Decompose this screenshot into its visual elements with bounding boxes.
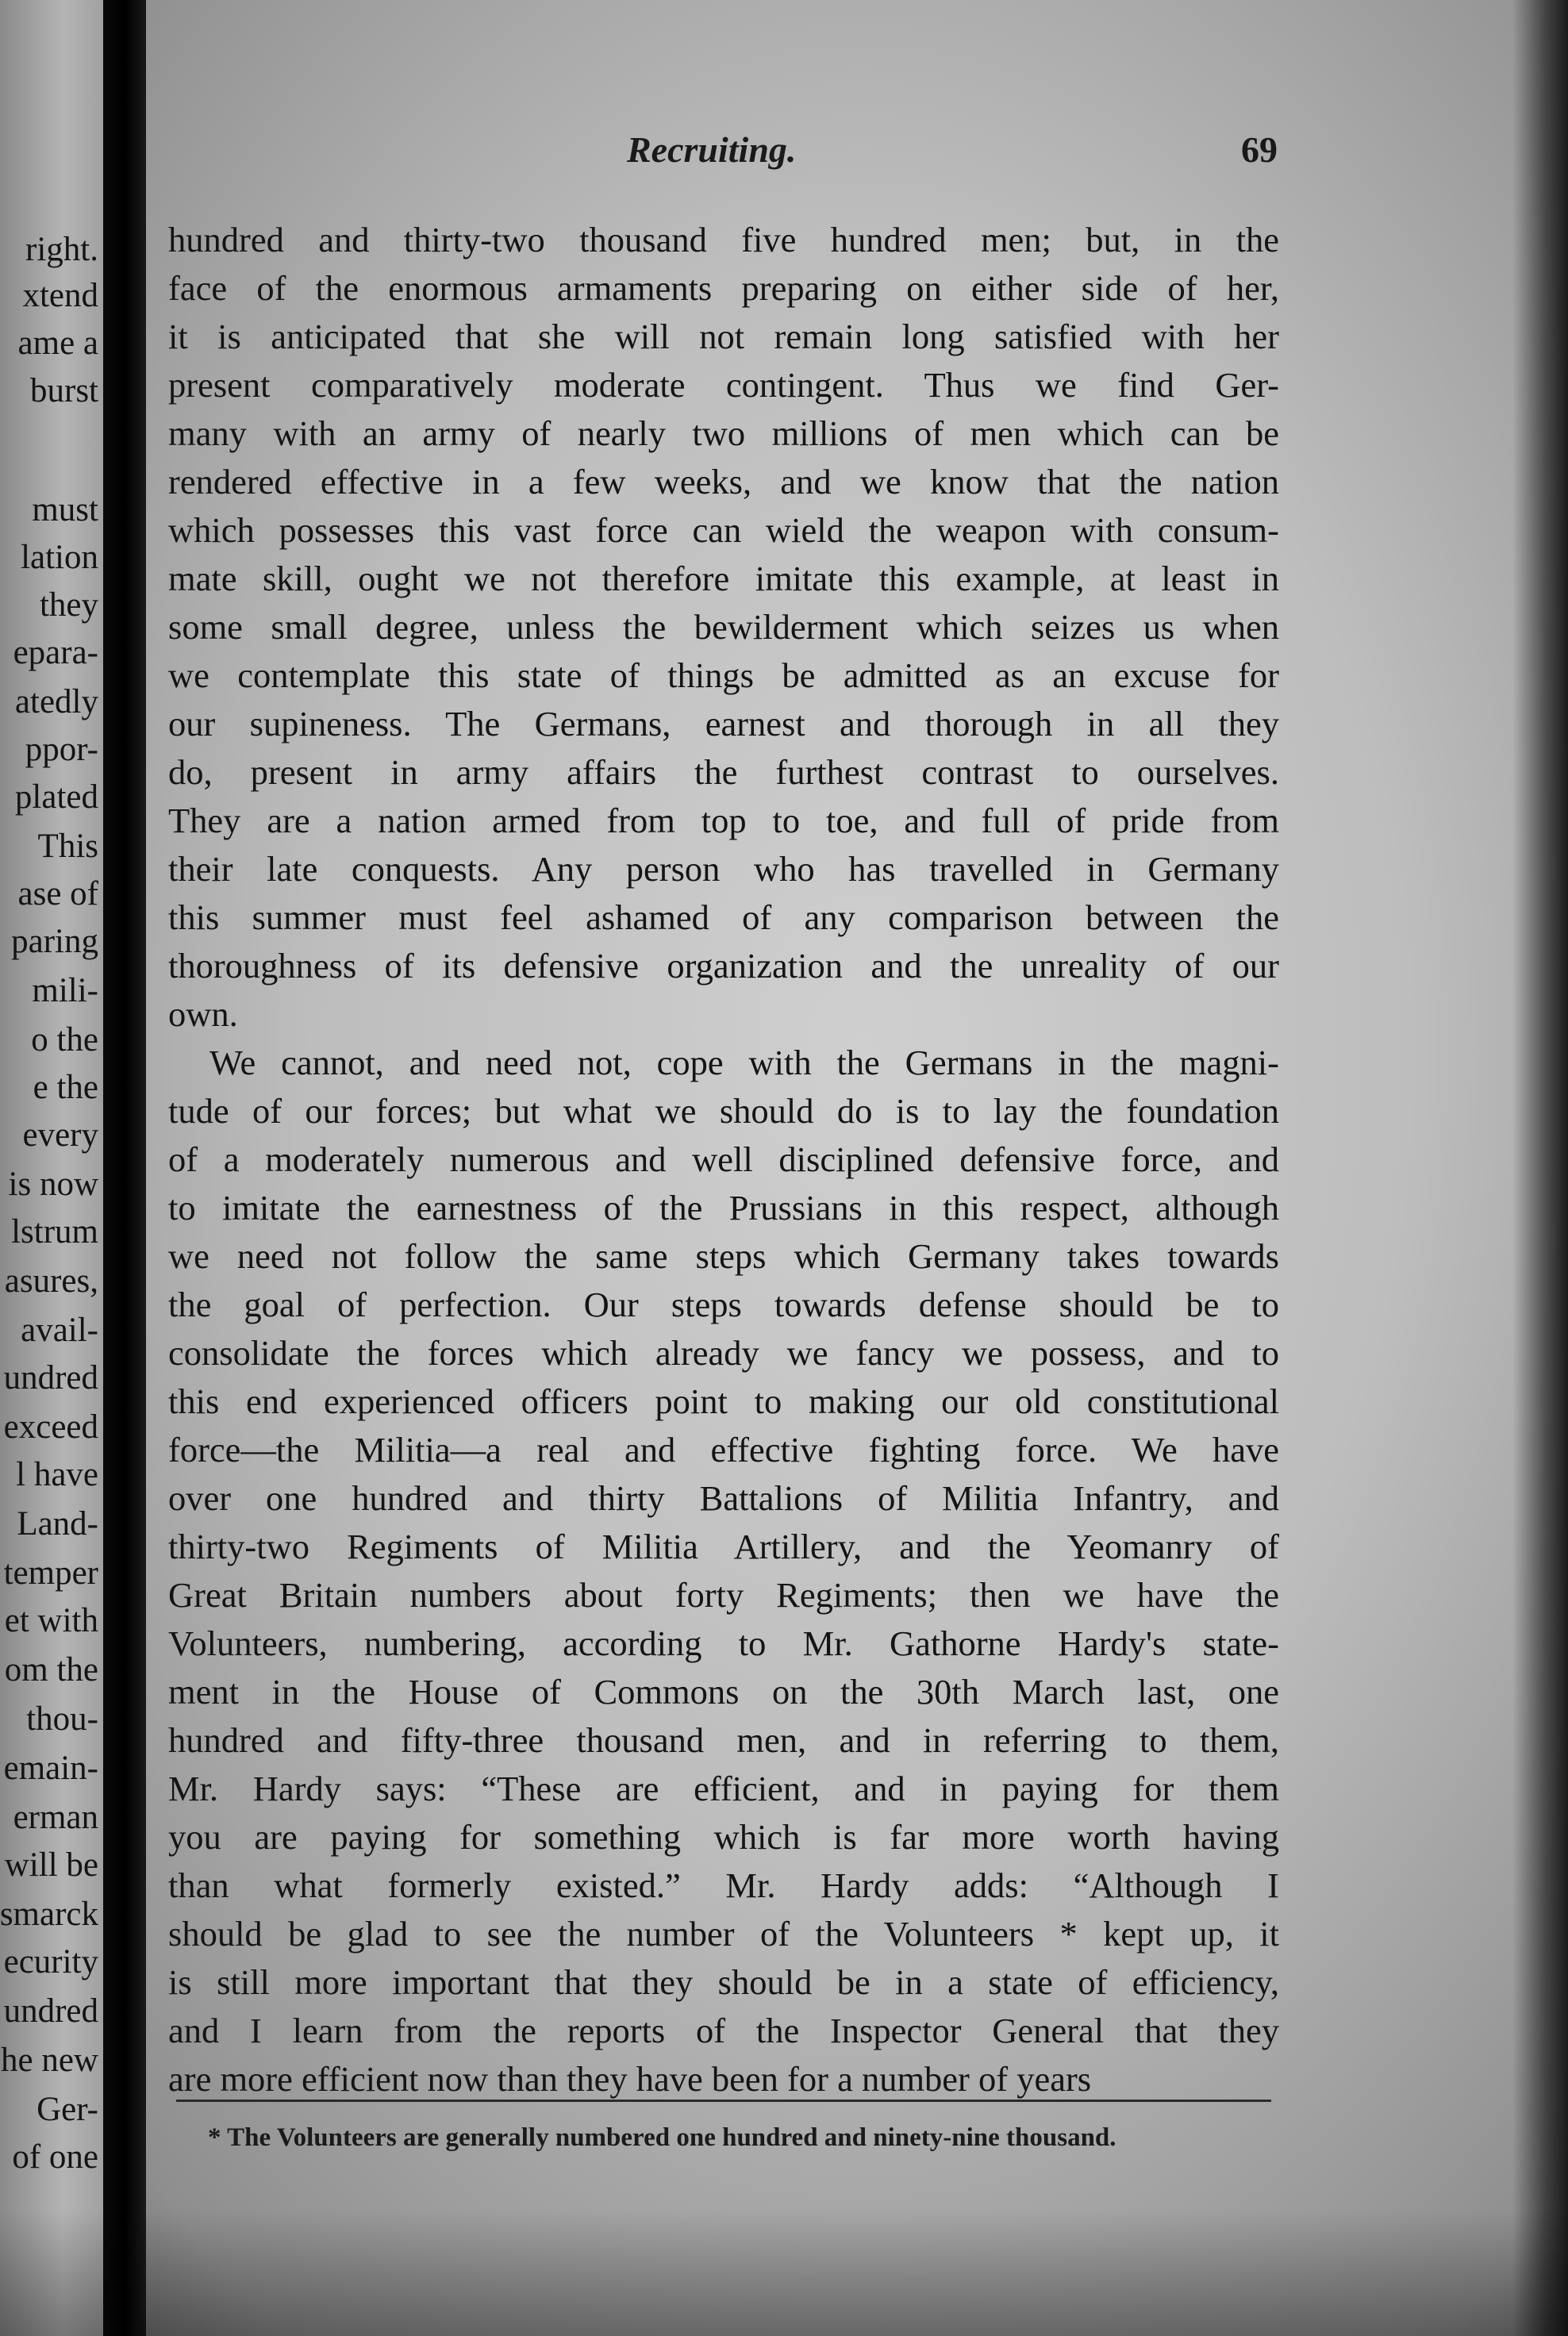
body-line: present comparatively moderate contingent. Thus we find Ger- (168, 365, 1279, 405)
previous-page-line: is now (8, 1166, 98, 1203)
previous-page-line: will be (4, 1846, 98, 1884)
previous-page-edge (0, 0, 105, 2336)
body-line: the goal of perfection. Our steps towards defense should be to (168, 1285, 1279, 1324)
previous-page-line: of one (12, 2138, 98, 2176)
previous-page-line: o the (31, 1021, 98, 1058)
previous-page-line: atedly (14, 683, 98, 720)
page-number: 69 (1241, 129, 1278, 170)
previous-page-line: om the (4, 1651, 98, 1689)
body-line: We cannot, and need not, cope with the Germans in the magni- (209, 1043, 1279, 1082)
body-line: is still more important that they should be in a state of efficiency, (168, 1962, 1279, 2002)
body-line: thoroughness of its defensive organization and the unreality of our (168, 946, 1279, 986)
previous-page-line: erman (13, 1799, 98, 1836)
body-line: to imitate the earnestness of the Prussians in this respect, although (168, 1188, 1279, 1228)
body-line: are more efficient now than they have been for a number of years (168, 2059, 1092, 2099)
previous-page-line: mili- (32, 972, 98, 1009)
footnote: * The Volunteers are generally numbered one hundred and ninety-nine thousand. (208, 2123, 1116, 2152)
previous-page-line: avail- (21, 1312, 98, 1349)
body-line: Mr. Hardy says: “These are efficient, and in paying for them (168, 1769, 1279, 1808)
body-line: hundred and fifty-three thousand men, and in referring to them, (168, 1720, 1279, 1760)
previous-page-line: must (32, 491, 98, 528)
body-line: hundred and thirty-two thousand five hundred men; but, in the (168, 220, 1279, 259)
previous-page-line: thou- (26, 1700, 98, 1738)
previous-page-line: ecurity (3, 1943, 98, 1981)
body-line: this end experienced officers point to making our old constitutional (168, 1381, 1279, 1421)
body-line: we need not follow the same steps which Germany takes towards (168, 1236, 1279, 1276)
body-line: They are a nation armed from top to toe, and full of pride from (168, 801, 1279, 840)
previous-page-line: emain- (3, 1750, 98, 1787)
body-line: this summer must feel ashamed of any comparison between the (168, 897, 1279, 937)
body-line: force—the Militia—a real and effective fighting force. We have (168, 1430, 1279, 1470)
body-line: you are paying for something which is far more worth having (168, 1817, 1279, 1857)
previous-page-line: e the (33, 1069, 98, 1106)
running-head (159, 129, 1278, 184)
previous-page-line: ame a (17, 325, 98, 362)
previous-page-line: undred (3, 1992, 98, 2030)
body-line: thirty-two Regiments of Militia Artillery, and the Yeomanry of (168, 1527, 1279, 1566)
body-line: it is anticipated that she will not remain long satisfied with her (168, 317, 1279, 356)
previous-page-line: smarck (0, 1896, 98, 1933)
body-line: consolidate the forces which already we fancy we possess, and to (168, 1333, 1279, 1373)
body-text (168, 216, 1279, 2104)
previous-page-line: exceed (3, 1408, 98, 1446)
previous-page-line: lation (21, 539, 98, 576)
previous-page-line: epara- (13, 634, 98, 671)
previous-page-line: paring (11, 923, 98, 960)
body-line: and I learn from the reports of the Inspector General that they (168, 2011, 1279, 2050)
previous-page-line: lstrum (11, 1213, 98, 1251)
body-line: over one hundred and thirty Battalions of Militia Infantry, and (168, 1478, 1279, 1518)
body-line: should be glad to see the number of the Volunteers * kept up, it (168, 1914, 1279, 1954)
body-line: than what formerly existed.” Mr. Hardy adds: “Although I (168, 1865, 1279, 1905)
body-line: of a moderately numerous and well disciplined defensive force, and (168, 1139, 1279, 1179)
previous-page-line: xtend (22, 277, 98, 314)
previous-page-line: Ger- (37, 2091, 98, 2128)
previous-page-line: asures, (4, 1262, 98, 1300)
body-line: face of the enormous armaments preparing on either side of her, (168, 268, 1279, 308)
bottom-shadow (0, 2209, 1568, 2336)
body-line: some small degree, unless the bewilderment which seizes us when (168, 607, 1279, 647)
footnote-rule (176, 2100, 1271, 2102)
previous-page-line: ppor- (25, 731, 98, 768)
page-edge-shadow (1512, 0, 1568, 2336)
previous-page-line: every (22, 1116, 98, 1154)
body-line: our supineness. The Germans, earnest and thorough in all they (168, 704, 1279, 743)
previous-page-line: he new (1, 2042, 98, 2079)
body-line: Volunteers, numbering, according to Mr. Gathorne Hardy's state- (168, 1623, 1279, 1663)
previous-page-line: plated (14, 778, 98, 816)
previous-page-line: they (39, 586, 98, 624)
body-line: their late conquests. Any person who has travelled in Germany (168, 849, 1279, 889)
page-header-title: Recruiting. (627, 129, 797, 170)
body-line: do, present in army affairs the furthest contrast to ourselves. (168, 752, 1279, 792)
previous-page-line: burst (30, 372, 98, 409)
book-gutter (103, 0, 146, 2336)
previous-page-line: et with (4, 1602, 98, 1639)
body-line: many with an army of nearly two millions of men which can be (168, 413, 1279, 453)
previous-page-line: temper (3, 1554, 98, 1592)
body-line: Great Britain numbers about forty Regiments; then we have the (168, 1575, 1279, 1615)
previous-page-line: l have (16, 1456, 98, 1493)
previous-page-line: undred (3, 1359, 98, 1397)
body-line: we contemplate this state of things be admitted as an excuse for (168, 655, 1279, 695)
previous-page-line: This (37, 828, 98, 865)
body-line: which possesses this vast force can wield the weapon with consum- (168, 510, 1279, 550)
previous-page-line: ase of (17, 875, 98, 912)
body-line: mate skill, ought we not therefore imitate this example, at least in (168, 559, 1279, 598)
body-line: ment in the House of Commons on the 30th March last, one (168, 1672, 1279, 1712)
previous-page-line: right. (25, 231, 98, 268)
previous-page-line: Land- (17, 1505, 98, 1543)
body-line: own. (168, 994, 238, 1034)
body-line: tude of our forces; but what we should do is to lay the foundation (168, 1091, 1279, 1131)
body-line: rendered effective in a few weeks, and we know that the nation (168, 462, 1279, 501)
